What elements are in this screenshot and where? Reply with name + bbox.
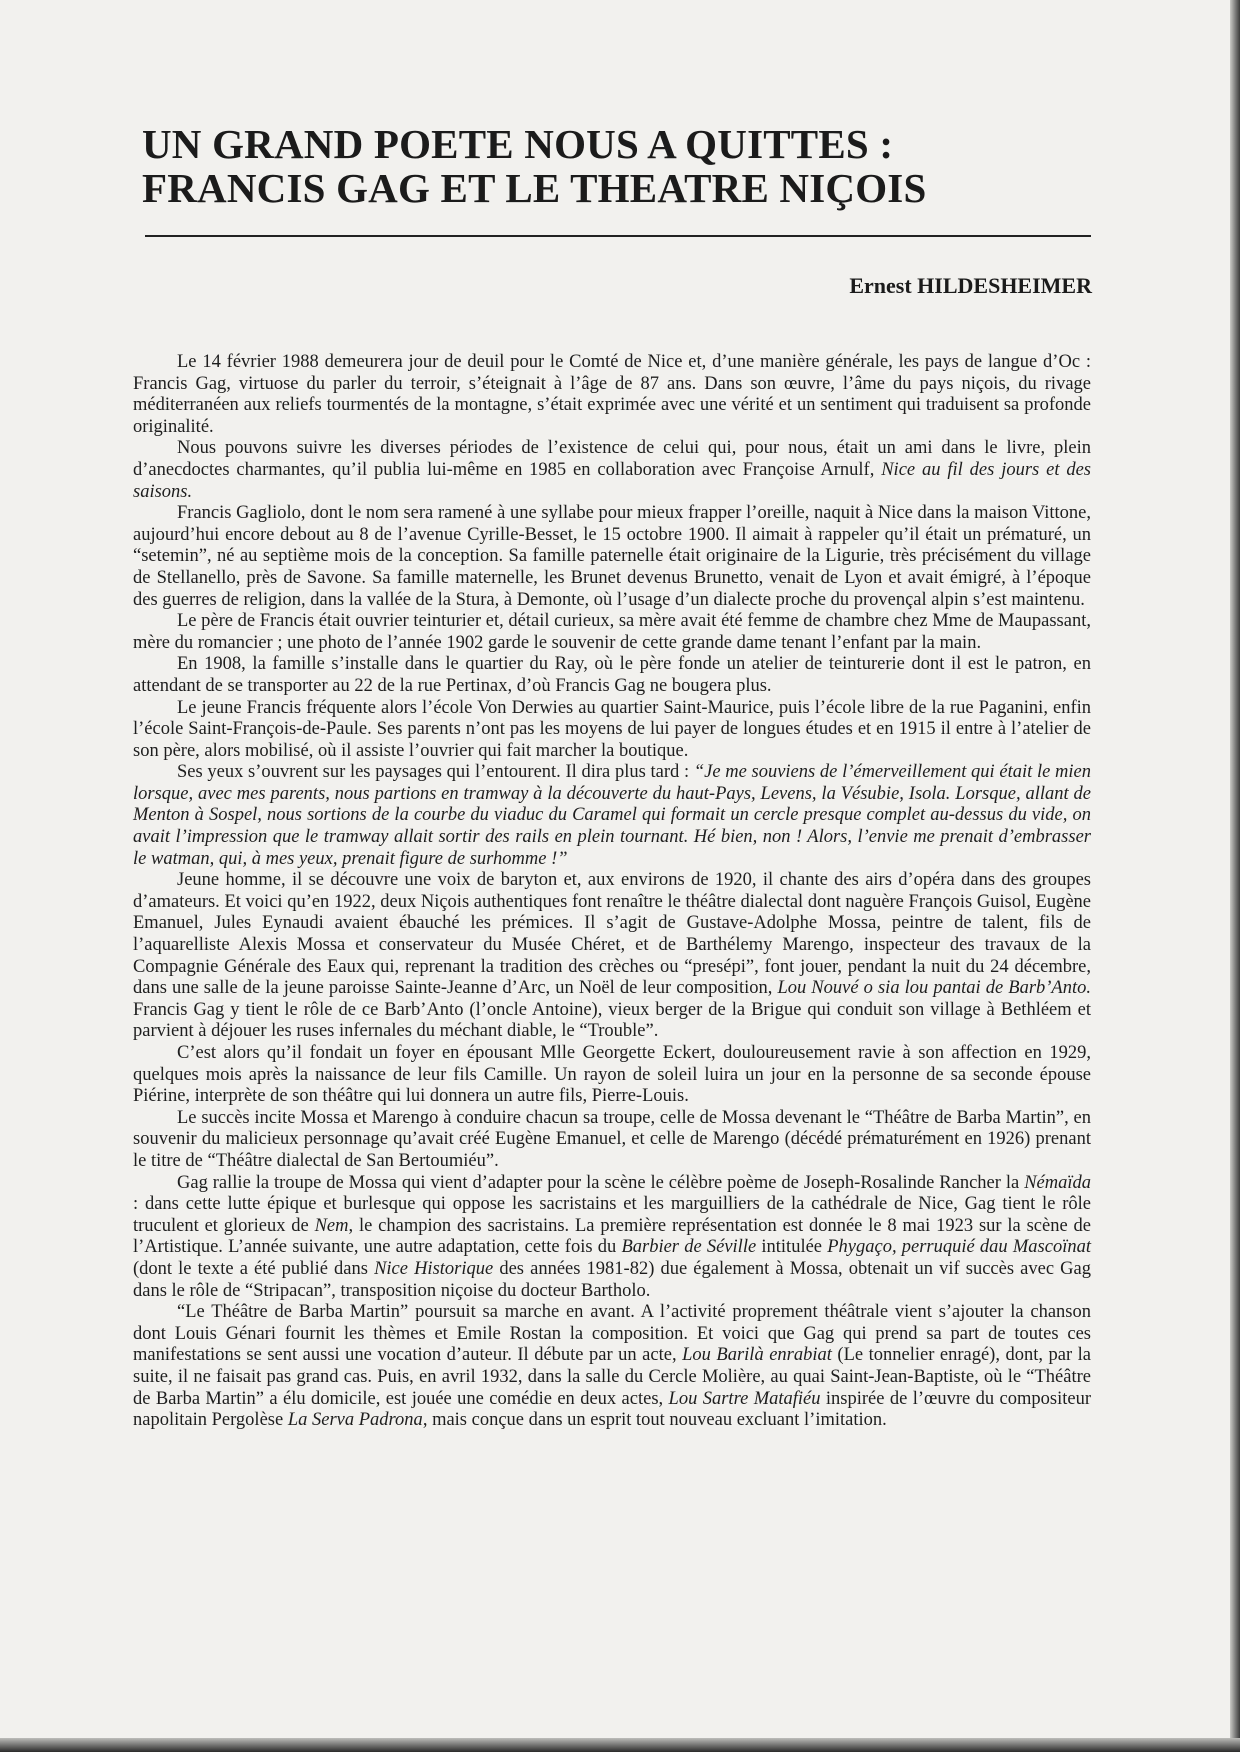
text-run: Nous pouvons suivre les diverses périodes de l’existence de celui qui, pour nous, était un ami dans le livre, plein d’anecdoctes charmantes, qu’il publia lui-même en 1985 en collaboration avec Françoise Arnulf, — [133, 438, 1091, 480]
body-paragraph — [133, 503, 1091, 611]
body-paragraph — [133, 1302, 1091, 1432]
text-run: Francis Gagliolo, dont le nom sera ramené à une syllabe pour mieux frapper l’oreille, naquit à Nice dans la maison Vittone, aujourd’hui encore debout au 8 de l’avenue Cyrille-Besset, le 15 octobre 1900. Il aimait à rappeler qu’il était un prématuré, un “setemin”, né au septième mois de la conception. Sa famille paternelle était originaire de la Ligurie, très précisément du village de Stellanello, près de Savone. Sa famille maternelle, les Brunet devenus Brunetto, venait de Lyon et avait émigré, à l’époque des guerres de religion, dans la vallée de la Stura, à Demonte, où l’usage d’un dialecte proche du provençal alpin s’est maintenu. — [133, 503, 1091, 610]
text-run: intitulée — [756, 1237, 828, 1258]
title-line-1: UN GRAND POETE NOUS A QUITTES : — [142, 121, 894, 167]
italic-text-run: Nice Historique — [374, 1258, 494, 1279]
text-run: Jeune homme, il se découvre une voix de baryton et, aux environs de 1920, il chante des airs d’opéra dans des groupes d’amateurs. Et voici qu’en 1922, deux Niçois authentiques font renaître le théâtre dialectal dont naguère François Guisol, Eugène Emanuel, Jules Eynaudi avaient ébauché les prémices. Il s’agit de Gustave-Adolphe Mossa, peintre de talent, fils de l’aquarelliste Alexis Mossa et conservateur du Musée Chéret, et de Barthélemy Marengo, inspecteur des travaux de la Compagnie Générale des Eaux qui, reprenant la tradition des crèches ou “presépi”, font jouer, pendant la nuit du 24 décembre, dans une salle de la jeune paroisse Sainte-Jeanne d’Arc, un Noël de leur composition, — [133, 870, 1091, 999]
italic-text-run: “Je me souviens de l’émerveillement qui était le mien lorsque, avec mes parents, nous partions en tramway à la découverte du haut-Pays, Levens, la Vésubie, Isola. Lorsque, allant de Menton à Sospel, nous sortions de la courbe du viaduc du Caramel qui formait un cercle presque complet au-dessus du vide, on avait l’impression que le tramway allait sortir des rails en plein tournant. Hé bien, non ! Alors, l’envie me prenait d’embrasser le watman, qui, à mes yeux, prenait figure de surhomme !” — [133, 762, 1091, 869]
text-run: Le père de Francis était ouvrier teinturier et, détail curieux, sa mère avait été femme de chambre chez Mme de Maupassant, mère du romancier ; une photo de l’année 1902 garde le souvenir de cette grande dame tenant l’enfant par la main. — [133, 611, 1091, 653]
title-rule — [145, 235, 1091, 237]
body-paragraph — [133, 1108, 1091, 1173]
text-run: inspirée de l’œuvre du compositeur napolitain Pergolèse — [133, 1388, 1091, 1431]
text-run: , le champion des sacristains. La première représentation est donnée le 8 mai 1923 sur la scène de l’Artistique. L’année suivante, une autre adaptation, cette fois du — [133, 1215, 1091, 1258]
text-run: Ses yeux s’ouvrent sur les paysages qui l’entourent. Il dira plus tard : — [177, 762, 694, 783]
author-name: Ernest HILDESHEIMER — [849, 273, 1092, 298]
body-paragraph — [133, 611, 1091, 654]
text-run: des années 1981-82) due également à Mossa, obtenait un vif succès avec Gag dans le rôle de “Stripacan”, transposition niçoise du docteur Bartholo. — [133, 1258, 1091, 1301]
text-run: Gag rallie la troupe de Mossa qui vient d’adapter pour la scène le célèbre poème de Joseph-Rosalinde Rancher la — [177, 1172, 1025, 1193]
body-paragraph — [133, 698, 1091, 763]
italic-text-run: Lou Nouvé o sia lou pantai de Barb’Anto. — [777, 978, 1091, 999]
italic-text-run: La Serva Padrona — [287, 1410, 423, 1431]
italic-text-run: Nem — [314, 1215, 349, 1236]
text-run: En 1908, la famille s’installe dans le quartier du Ray, où le père fonde un atelier de teinturerie dont il est le patron, en attendant de se transporter au 22 de la rue Pertinax, d’où Francis Gag ne bougera plus. — [133, 654, 1091, 696]
text-run: C’est alors qu’il fondait un foyer en épousant Mlle Georgette Eckert, douloureusement ravie à son affection en 1929, quelques mois après la naissance de leur fils Camille. Un rayon de soleil luira un jour en la personne de sa seconde épouse Piérine, interprète de son théâtre qui lui donnera un autre fils, Pierre-Louis. — [133, 1043, 1091, 1107]
text-run: Francis Gag y tient le rôle de ce Barb’Anto (l’oncle Antoine), vieux berger de la Brigue qui conduit son village à Bethléem et parvient à déjouer les ruses infernales du méchant diable, le “Trouble”. — [133, 999, 1091, 1042]
italic-text-run: Lou Barilà enrabiat — [682, 1345, 832, 1366]
italic-text-run: Barbier de Séville — [621, 1237, 757, 1258]
text-run: (Le tonnelier enragé), dont, par la suite, il ne faisait pas grand cas. Puis, en avril 1932, dans la salle du Cercle Molière, au quai Saint-Jean-Baptiste, où le “Théâtre de Barba Martin” a élu domicile, est jouée une comédie en deux actes, — [133, 1345, 1092, 1409]
text-run: Le succès incite Mossa et Marengo à conduire chacun sa troupe, celle de Mossa devenant le “Théâtre de Barba Martin”, en souvenir du malicieux personnage qu’avait créé Eugène Emanuel, et celle de Marengo (décédé prématurément en 1926) prenant le titre de “Théâtre dialectal de San Bertoumiéu”. — [133, 1107, 1091, 1171]
italic-text-run: Némaïda — [1024, 1172, 1091, 1193]
body-paragraph — [133, 870, 1091, 1043]
body-paragraph — [133, 1173, 1091, 1303]
text-run: : dans cette lutte épique et burlesque qui oppose les sacristains et les marguilliers de la cathédrale de Nice, Gag tient le rôle truculent et glorieux de — [133, 1194, 1091, 1236]
body-paragraph — [133, 1043, 1091, 1108]
body-paragraph — [133, 352, 1091, 438]
scan-edge-right — [1230, 0, 1240, 1752]
body-paragraph — [133, 762, 1091, 870]
title-line-2: FRANCIS GAG ET LE THEATRE NIÇOIS — [142, 165, 927, 211]
italic-text-run: Nice au fil des jours et des saisons. — [133, 459, 1091, 502]
text-run: Le jeune Francis fréquente alors l’école Von Derwies au quartier Saint-Maurice, puis l’école libre de la rue Paganini, enfin l’école Saint-François-de-Paule. Ses parents n’ont pas les moyens de lui payer de longues études et en 1915 il entre à l’atelier de son père, alors mobilisé, où il assiste l’ouvrier qui fait marcher la boutique. — [133, 697, 1091, 761]
italic-text-run: Phygaço, perruquié dau Mascoïnat — [827, 1237, 1091, 1258]
scan-edge-bottom — [0, 1738, 1240, 1752]
text-run: Le 14 février 1988 demeurera jour de deuil pour le Comté de Nice et, d’une manière générale, les pays de langue d’Oc : Francis Gag, virtuose du parler du terroir, s’éteignait à l’âge de 87 ans. Dans son œuvre, l’âme du pays niçois, du rivage méditerranéen aux reliefs tourmentés de la montagne, s’était exprimée avec une vérité et un sentiment qui traduisent sa profonde originalité. — [133, 352, 1091, 437]
article-title — [142, 122, 1102, 210]
body-paragraph — [133, 654, 1091, 697]
text-run: , mais conçue dans un esprit tout nouveau excluant l’imitation. — [422, 1410, 887, 1431]
italic-text-run: Lou Sartre Matafiéu — [668, 1388, 821, 1409]
text-run: “Le Théâtre de Barba Martin” poursuit sa marche en avant. A l’activité proprement théâtrale vient s’ajouter la chanson dont Louis Génari fournit les thèmes et Emile Rostan la composition. Et voici que Gag qui prend sa part de toutes ces manifestations se sent aussi une vocation d’auteur. Il débute par un acte, — [133, 1302, 1091, 1366]
body-paragraph — [133, 438, 1091, 503]
text-run: (dont le texte a été publié dans — [133, 1258, 375, 1279]
article-body — [133, 352, 1091, 1432]
